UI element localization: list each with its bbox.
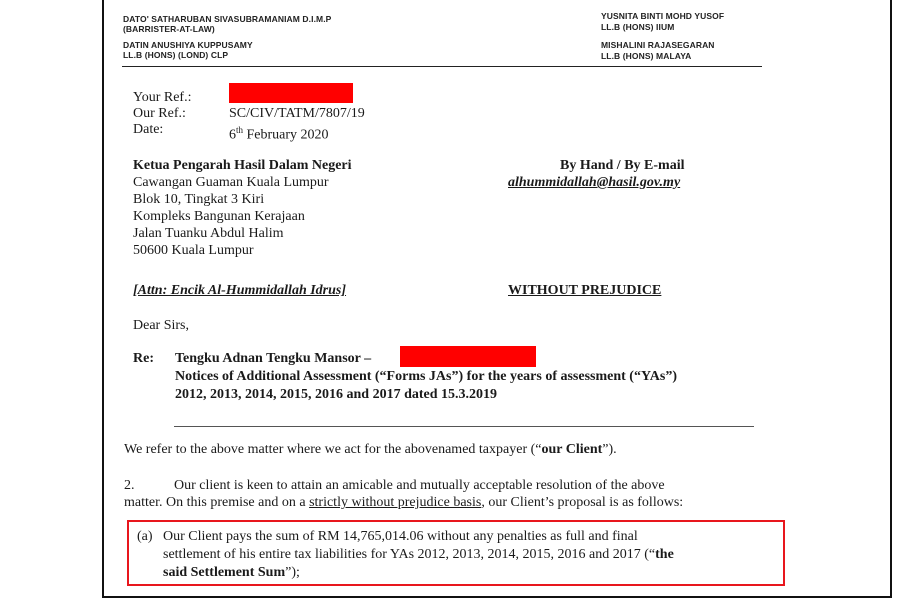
addressee-line-5: 50600 Kuala Lumpur xyxy=(133,243,254,258)
date-label: Date: xyxy=(133,122,164,137)
item-a-label: (a) xyxy=(137,529,153,544)
redaction-subject xyxy=(400,346,536,367)
redaction-your-ref xyxy=(229,83,353,103)
body-paragraph-1: We refer to the above matter where we act for the abovenamed taxpayer (“our Client”). xyxy=(124,442,617,457)
addressee-line-2: Blok 10, Tingkat 3 Kiri xyxy=(133,192,265,207)
our-ref-label: Our Ref.: xyxy=(133,106,186,121)
your-ref-label: Your Ref.: xyxy=(133,90,192,105)
addressee-line-3: Kompleks Bangunan Kerajaan xyxy=(133,209,305,224)
letterhead-divider xyxy=(122,66,762,67)
letterhead-right-qual-2: LL.B (HONS) MALAYA xyxy=(601,51,692,61)
letterhead-right-name-2: MISHALINI RAJASEGARAN xyxy=(601,40,715,50)
attention-line: [Attn: Encik Al-Hummidallah Idrus] xyxy=(133,283,347,298)
letterhead-left-qual-1: (BARRISTER-AT-LAW) xyxy=(123,24,215,34)
date-value: 6th February 2020 xyxy=(229,125,329,143)
letterhead-right-qual-1: LL.B (HONS) IIUM xyxy=(601,22,675,32)
letterhead-left-name-2: DATIN ANUSHIYA KUPPUSAMY xyxy=(123,40,253,50)
salutation: Dear Sirs, xyxy=(133,318,189,333)
item-a-line-3: said Settlement Sum”); xyxy=(163,565,300,580)
subject-divider xyxy=(174,426,754,427)
addressee-line-1: Cawangan Guaman Kuala Lumpur xyxy=(133,175,329,190)
addressee-name: Ketua Pengarah Hasil Dalam Negeri xyxy=(133,158,352,173)
item-a-line-2: settlement of his entire tax liabilities for YAs 2012, 2013, 2014, 2015, 2016 and 2017 (“the xyxy=(163,547,674,562)
paragraph-2-line-1: Our client is keen to attain an amicable and mutually acceptable resolution of the above xyxy=(174,478,665,493)
paragraph-2-line-2: matter. On this premise and on a strictly without prejudice basis, our Client’s proposal is as follows: xyxy=(124,495,684,510)
addressee-line-4: Jalan Tuanku Abdul Halim xyxy=(133,226,284,241)
subject-line-1: Tengku Adnan Tengku Mansor – xyxy=(175,351,372,366)
our-ref-value: SC/CIV/TATM/7807/19 xyxy=(229,106,365,121)
letterhead-left-qual-2: LL.B (HONS) (LOND) CLP xyxy=(123,50,229,60)
item-a-line-1: Our Client pays the sum of RM 14,765,014.06 without any penalties as full and final xyxy=(163,529,638,544)
subject-line-2: Notices of Additional Assessment (“Forms JAs”) for the years of assessment (“YAs”) xyxy=(175,369,678,384)
letterhead-left-name-1: DATO' SATHARUBAN SIVASUBRAMANIAM D.I.M.P xyxy=(123,14,332,24)
delivery-method: By Hand / By E-mail xyxy=(560,158,685,173)
subject-line-3: 2012, 2013, 2014, 2015, 2016 and 2017 dated 15.3.2019 xyxy=(175,387,498,402)
letterhead-right-name-1: YUSNITA BINTI MOHD YUSOF xyxy=(601,11,725,21)
paragraph-2-number: 2. xyxy=(124,478,135,493)
delivery-email-link[interactable]: alhummidallah@hasil.gov.my xyxy=(508,175,681,190)
without-prejudice-heading: WITHOUT PREJUDICE xyxy=(508,283,662,298)
subject-re-label: Re: xyxy=(133,351,154,366)
